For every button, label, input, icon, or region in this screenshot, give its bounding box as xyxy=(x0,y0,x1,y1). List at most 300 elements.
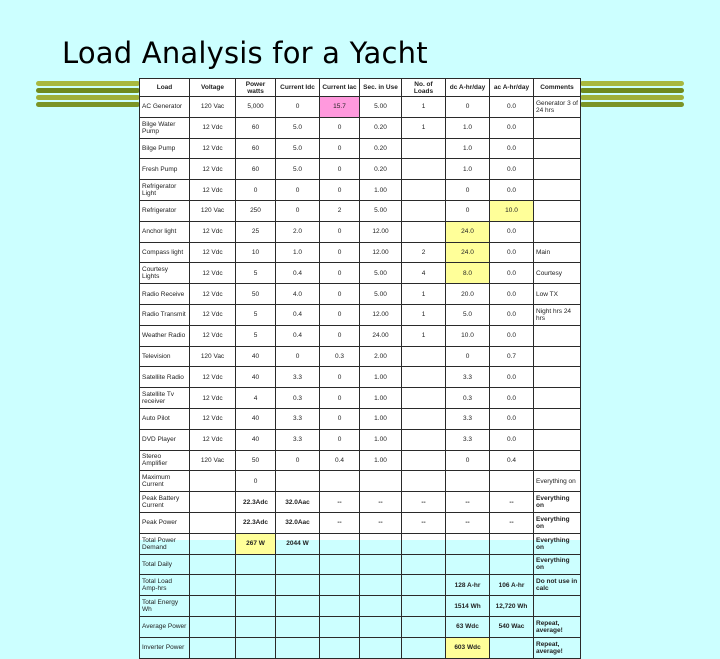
table-cell: 0 xyxy=(276,97,320,118)
table-cell: 128 A-hr xyxy=(446,575,490,596)
table-cell xyxy=(320,596,360,617)
table-cell: -- xyxy=(490,512,534,533)
table-cell: Everything on xyxy=(534,512,581,533)
table-cell xyxy=(236,616,276,637)
table-cell xyxy=(534,159,581,180)
table-cell: 20.0 xyxy=(446,284,490,305)
table-row xyxy=(140,367,581,388)
table-row xyxy=(140,200,581,221)
table-cell: 1 xyxy=(402,117,446,138)
table-cell: 5,000 xyxy=(236,97,276,118)
table-row xyxy=(140,346,581,367)
table-cell: 12 Vdc xyxy=(190,325,236,346)
column-header: Current Idc xyxy=(276,79,320,97)
table-cell: 5.0 xyxy=(276,138,320,159)
table-row xyxy=(140,242,581,263)
table-cell: 12 Vdc xyxy=(190,117,236,138)
table-cell xyxy=(236,575,276,596)
table-cell: 0 xyxy=(320,367,360,388)
table-cell: -- xyxy=(402,512,446,533)
table-cell: 0.0 xyxy=(490,159,534,180)
table-cell: 0 xyxy=(320,242,360,263)
table-row xyxy=(140,159,581,180)
table-cell xyxy=(320,471,360,492)
table-cell: 0 xyxy=(320,138,360,159)
table-cell: 0.0 xyxy=(490,367,534,388)
table-cell: 120 Vac xyxy=(190,346,236,367)
table-row xyxy=(140,325,581,346)
table-cell xyxy=(190,596,236,617)
table-cell: 3.3 xyxy=(446,408,490,429)
table-cell: Fresh Pump xyxy=(140,159,190,180)
table-cell: 5.0 xyxy=(446,304,490,325)
column-header: Power watts xyxy=(236,79,276,97)
page-title: Load Analysis for a Yacht xyxy=(62,36,428,70)
table-cell: 1.00 xyxy=(360,408,402,429)
table-cell: -- xyxy=(446,492,490,513)
table-cell: 12 Vdc xyxy=(190,388,236,409)
table-cell xyxy=(190,575,236,596)
table-cell: 0 xyxy=(276,450,320,471)
table-cell: 40 xyxy=(236,408,276,429)
column-header: Load xyxy=(140,79,190,97)
table-cell: Everything on xyxy=(534,492,581,513)
table-cell xyxy=(490,637,534,658)
table-cell: 12 Vdc xyxy=(190,263,236,284)
table-cell: 10.0 xyxy=(490,200,534,221)
table-cell: 22.3Adc xyxy=(236,512,276,533)
table-cell xyxy=(402,200,446,221)
table-cell: 0.0 xyxy=(490,97,534,118)
table-cell: Average Power xyxy=(140,616,190,637)
table-cell: 0 xyxy=(446,97,490,118)
table-row xyxy=(140,450,581,471)
table-row xyxy=(140,263,581,284)
table-cell: 0.3 xyxy=(446,388,490,409)
decorative-stripe-right xyxy=(580,78,684,108)
table-row xyxy=(140,492,581,513)
table-cell: 2 xyxy=(402,242,446,263)
table-cell: 0 xyxy=(276,200,320,221)
table-cell: 1.00 xyxy=(360,429,402,450)
table-cell: 0.0 xyxy=(490,325,534,346)
table-cell: 250 xyxy=(236,200,276,221)
table-row xyxy=(140,221,581,242)
table-cell: 5.0 xyxy=(276,117,320,138)
table-cell: 0.0 xyxy=(490,408,534,429)
table-row xyxy=(140,554,581,575)
table-cell: 0 xyxy=(320,180,360,201)
table-cell: Radio Receive xyxy=(140,284,190,305)
table-cell xyxy=(236,554,276,575)
load-analysis-table xyxy=(139,78,580,655)
table-cell xyxy=(534,221,581,242)
table-cell: 0.20 xyxy=(360,138,402,159)
table-cell: 12.00 xyxy=(360,242,402,263)
table-cell xyxy=(402,429,446,450)
table-cell: 0 xyxy=(320,429,360,450)
table-cell: 12 Vdc xyxy=(190,367,236,388)
table-cell: 2.0 xyxy=(276,221,320,242)
table-cell: 0 xyxy=(446,346,490,367)
table-cell xyxy=(534,200,581,221)
table-cell: 32.0Aac xyxy=(276,492,320,513)
table-body xyxy=(140,97,581,659)
table-cell: 0.0 xyxy=(490,242,534,263)
table-cell xyxy=(402,637,446,658)
table-cell: -- xyxy=(490,492,534,513)
table-cell: 1 xyxy=(402,304,446,325)
column-header: Voltage xyxy=(190,79,236,97)
table-cell: 1.00 xyxy=(360,450,402,471)
table-cell: 4 xyxy=(402,263,446,284)
table-cell xyxy=(402,471,446,492)
table-cell: Satellite Radio xyxy=(140,367,190,388)
table-cell: 0.7 xyxy=(490,346,534,367)
table-cell: 0.0 xyxy=(490,263,534,284)
table-row xyxy=(140,512,581,533)
table-cell: 12 Vdc xyxy=(190,138,236,159)
table-cell xyxy=(402,533,446,554)
table-cell xyxy=(534,388,581,409)
table-cell xyxy=(190,616,236,637)
table-cell: 0.3 xyxy=(276,388,320,409)
table-cell xyxy=(446,471,490,492)
table-cell: Do not use in calc xyxy=(534,575,581,596)
table-cell xyxy=(490,471,534,492)
table-cell: 12.00 xyxy=(360,304,402,325)
table-cell: 1.0 xyxy=(446,138,490,159)
table-cell: 0.4 xyxy=(276,325,320,346)
table-cell: 0 xyxy=(320,304,360,325)
table-row xyxy=(140,471,581,492)
table-cell xyxy=(534,408,581,429)
table-cell xyxy=(402,138,446,159)
table-cell: 120 Vac xyxy=(190,450,236,471)
table-cell xyxy=(402,450,446,471)
table-cell: 540 Wac xyxy=(490,616,534,637)
table-cell xyxy=(320,637,360,658)
table-cell: Everything on xyxy=(534,471,581,492)
table-cell xyxy=(534,596,581,617)
table-cell xyxy=(276,471,320,492)
column-header: Sec. in Use xyxy=(360,79,402,97)
table-cell: 0.20 xyxy=(360,117,402,138)
table-cell xyxy=(534,429,581,450)
table-row xyxy=(140,180,581,201)
data-table xyxy=(139,78,581,659)
table-cell: 1.00 xyxy=(360,367,402,388)
table-cell: 0 xyxy=(320,221,360,242)
table-cell: Stereo Amplifier xyxy=(140,450,190,471)
table-cell xyxy=(402,388,446,409)
table-cell: 50 xyxy=(236,450,276,471)
table-cell xyxy=(360,554,402,575)
table-cell xyxy=(320,575,360,596)
table-cell: 40 xyxy=(236,429,276,450)
table-cell xyxy=(534,367,581,388)
table-cell: Weather Radio xyxy=(140,325,190,346)
table-cell: 25 xyxy=(236,221,276,242)
table-cell: 0.0 xyxy=(490,388,534,409)
table-cell: Everything on xyxy=(534,533,581,554)
table-cell: 267 W xyxy=(236,533,276,554)
table-cell: 4 xyxy=(236,388,276,409)
table-cell: 1 xyxy=(402,97,446,118)
table-cell: Bilge Water Pump xyxy=(140,117,190,138)
table-cell: 0.20 xyxy=(360,159,402,180)
table-cell: 1.00 xyxy=(360,180,402,201)
table-cell: 0 xyxy=(276,346,320,367)
table-cell: 63 Wdc xyxy=(446,616,490,637)
table-cell: 1 xyxy=(402,325,446,346)
table-row xyxy=(140,284,581,305)
column-header: Comments xyxy=(534,79,581,97)
table-cell: Bilge Pump xyxy=(140,138,190,159)
table-cell: Night hrs 24 hrs xyxy=(534,304,581,325)
table-cell: 60 xyxy=(236,117,276,138)
table-cell: 0 xyxy=(320,325,360,346)
table-cell xyxy=(360,471,402,492)
table-cell: 12 Vdc xyxy=(190,180,236,201)
table-cell xyxy=(190,492,236,513)
table-cell: Maximum Current xyxy=(140,471,190,492)
table-cell: 1.0 xyxy=(446,159,490,180)
table-cell: 0 xyxy=(446,200,490,221)
table-cell xyxy=(360,637,402,658)
table-cell: 5 xyxy=(236,304,276,325)
table-cell: 5 xyxy=(236,263,276,284)
table-cell xyxy=(446,554,490,575)
table-cell: 5 xyxy=(236,325,276,346)
table-cell: Radio Transmit xyxy=(140,304,190,325)
table-cell: 0.0 xyxy=(490,284,534,305)
table-cell xyxy=(402,367,446,388)
table-cell: 12.00 xyxy=(360,221,402,242)
table-cell: Total Daily xyxy=(140,554,190,575)
table-cell: 106 A-hr xyxy=(490,575,534,596)
table-cell: DVD Player xyxy=(140,429,190,450)
table-cell: 0 xyxy=(236,180,276,201)
table-cell xyxy=(190,533,236,554)
table-cell xyxy=(402,596,446,617)
table-cell: 120 Vac xyxy=(190,200,236,221)
table-cell: 40 xyxy=(236,346,276,367)
table-cell: 3.3 xyxy=(276,408,320,429)
table-cell: 0.4 xyxy=(276,263,320,284)
table-cell: 40 xyxy=(236,367,276,388)
table-cell xyxy=(190,512,236,533)
table-cell: 12 Vdc xyxy=(190,221,236,242)
table-row xyxy=(140,408,581,429)
table-cell xyxy=(534,450,581,471)
table-cell: 603 Wdc xyxy=(446,637,490,658)
table-cell: Total Power Demand xyxy=(140,533,190,554)
table-cell: Repeat, average! xyxy=(534,637,581,658)
table-cell xyxy=(276,596,320,617)
table-cell xyxy=(190,554,236,575)
table-cell: 12 Vdc xyxy=(190,304,236,325)
table-cell: 5.0 xyxy=(276,159,320,180)
table-cell xyxy=(320,533,360,554)
table-cell xyxy=(402,554,446,575)
table-cell: 0 xyxy=(320,284,360,305)
table-cell: 3.3 xyxy=(276,429,320,450)
table-cell: 2 xyxy=(320,200,360,221)
table-cell: Compass light xyxy=(140,242,190,263)
table-cell: 0.0 xyxy=(490,117,534,138)
table-cell: 0 xyxy=(446,450,490,471)
table-cell: Inverter Power xyxy=(140,637,190,658)
table-cell xyxy=(190,637,236,658)
table-cell: 0.0 xyxy=(490,429,534,450)
table-cell xyxy=(320,616,360,637)
table-row xyxy=(140,138,581,159)
table-cell: 0 xyxy=(276,180,320,201)
table-cell: 0 xyxy=(320,159,360,180)
table-cell xyxy=(402,575,446,596)
table-cell: 1.00 xyxy=(360,388,402,409)
table-cell xyxy=(276,616,320,637)
table-cell: 12,720 Wh xyxy=(490,596,534,617)
table-header-row xyxy=(140,79,581,97)
table-cell: Main xyxy=(534,242,581,263)
table-cell: Generator 3 of 24 hrs xyxy=(534,97,581,118)
table-cell xyxy=(360,616,402,637)
table-cell: 32.0Aac xyxy=(276,512,320,533)
table-cell: 22.3Adc xyxy=(236,492,276,513)
table-cell: 0.4 xyxy=(276,304,320,325)
table-cell: 3.3 xyxy=(446,429,490,450)
table-cell: 12 Vdc xyxy=(190,242,236,263)
table-cell xyxy=(236,637,276,658)
table-cell: Refrigerator Light xyxy=(140,180,190,201)
table-cell: 4.0 xyxy=(276,284,320,305)
table-cell: 12 Vdc xyxy=(190,284,236,305)
column-header: dc A-hr/day xyxy=(446,79,490,97)
table-cell xyxy=(360,575,402,596)
table-cell: Courtesy Lights xyxy=(140,263,190,284)
table-cell: 0.0 xyxy=(490,180,534,201)
table-cell: 1514 Wh xyxy=(446,596,490,617)
table-row xyxy=(140,117,581,138)
table-row xyxy=(140,616,581,637)
table-cell: Everything on xyxy=(534,554,581,575)
table-cell xyxy=(534,346,581,367)
table-cell xyxy=(276,637,320,658)
table-cell: 0.4 xyxy=(490,450,534,471)
table-cell xyxy=(276,554,320,575)
table-row xyxy=(140,304,581,325)
table-cell: Auto Pilot xyxy=(140,408,190,429)
table-cell: 3.3 xyxy=(446,367,490,388)
table-cell: -- xyxy=(320,492,360,513)
table-cell xyxy=(402,346,446,367)
table-cell xyxy=(402,221,446,242)
table-cell xyxy=(402,408,446,429)
table-cell: 120 Vac xyxy=(190,97,236,118)
table-cell: Peak Battery Current xyxy=(140,492,190,513)
table-row xyxy=(140,533,581,554)
table-row xyxy=(140,97,581,118)
table-cell: Anchor light xyxy=(140,221,190,242)
table-cell xyxy=(534,138,581,159)
table-cell: 60 xyxy=(236,138,276,159)
table-cell: Repeat, average! xyxy=(534,616,581,637)
table-cell: Satellite Tv receiver xyxy=(140,388,190,409)
table-cell xyxy=(402,616,446,637)
table-cell: 0 xyxy=(320,408,360,429)
table-cell: 1 xyxy=(402,284,446,305)
column-header: ac A-hr/day xyxy=(490,79,534,97)
table-cell: Total Energy Wh xyxy=(140,596,190,617)
table-cell: 10.0 xyxy=(446,325,490,346)
table-cell: 60 xyxy=(236,159,276,180)
table-cell: -- xyxy=(446,512,490,533)
table-cell: 0 xyxy=(320,117,360,138)
table-cell: 15.7 xyxy=(320,97,360,118)
table-cell xyxy=(190,471,236,492)
table-cell: Peak Power xyxy=(140,512,190,533)
table-cell: 0.0 xyxy=(490,304,534,325)
table-cell: Courtesy xyxy=(534,263,581,284)
table-cell xyxy=(534,325,581,346)
table-row xyxy=(140,388,581,409)
table-cell: 2.00 xyxy=(360,346,402,367)
table-cell: 12 Vdc xyxy=(190,159,236,180)
table-cell: -- xyxy=(360,512,402,533)
table-row xyxy=(140,637,581,658)
table-cell: Low TX xyxy=(534,284,581,305)
table-cell xyxy=(490,533,534,554)
table-row xyxy=(140,575,581,596)
table-cell: 5.00 xyxy=(360,263,402,284)
decorative-stripe-left xyxy=(36,78,140,108)
table-cell xyxy=(236,596,276,617)
table-cell xyxy=(490,554,534,575)
table-cell: -- xyxy=(360,492,402,513)
table-cell: 2044 W xyxy=(276,533,320,554)
table-row xyxy=(140,429,581,450)
table-cell: 0 xyxy=(320,263,360,284)
table-cell xyxy=(534,117,581,138)
table-row xyxy=(140,596,581,617)
table-cell: -- xyxy=(402,492,446,513)
table-cell: 12 Vdc xyxy=(190,408,236,429)
column-header: Current Iac xyxy=(320,79,360,97)
table-cell xyxy=(534,180,581,201)
table-cell: AC Generator xyxy=(140,97,190,118)
table-cell xyxy=(402,180,446,201)
table-cell: 5.00 xyxy=(360,200,402,221)
table-cell: 0.3 xyxy=(320,346,360,367)
table-cell: 0.0 xyxy=(490,138,534,159)
column-header: No. of Loads xyxy=(402,79,446,97)
table-cell xyxy=(360,533,402,554)
table-cell: 0.4 xyxy=(320,450,360,471)
table-cell: 12 Vdc xyxy=(190,429,236,450)
table-cell: 1.0 xyxy=(446,117,490,138)
table-cell: Television xyxy=(140,346,190,367)
table-cell: 0 xyxy=(320,388,360,409)
table-cell: 1.0 xyxy=(276,242,320,263)
table-cell xyxy=(360,596,402,617)
table-cell: 3.3 xyxy=(276,367,320,388)
table-cell: 8.0 xyxy=(446,263,490,284)
table-cell: 24.00 xyxy=(360,325,402,346)
table-cell: -- xyxy=(320,512,360,533)
table-cell: 0 xyxy=(236,471,276,492)
